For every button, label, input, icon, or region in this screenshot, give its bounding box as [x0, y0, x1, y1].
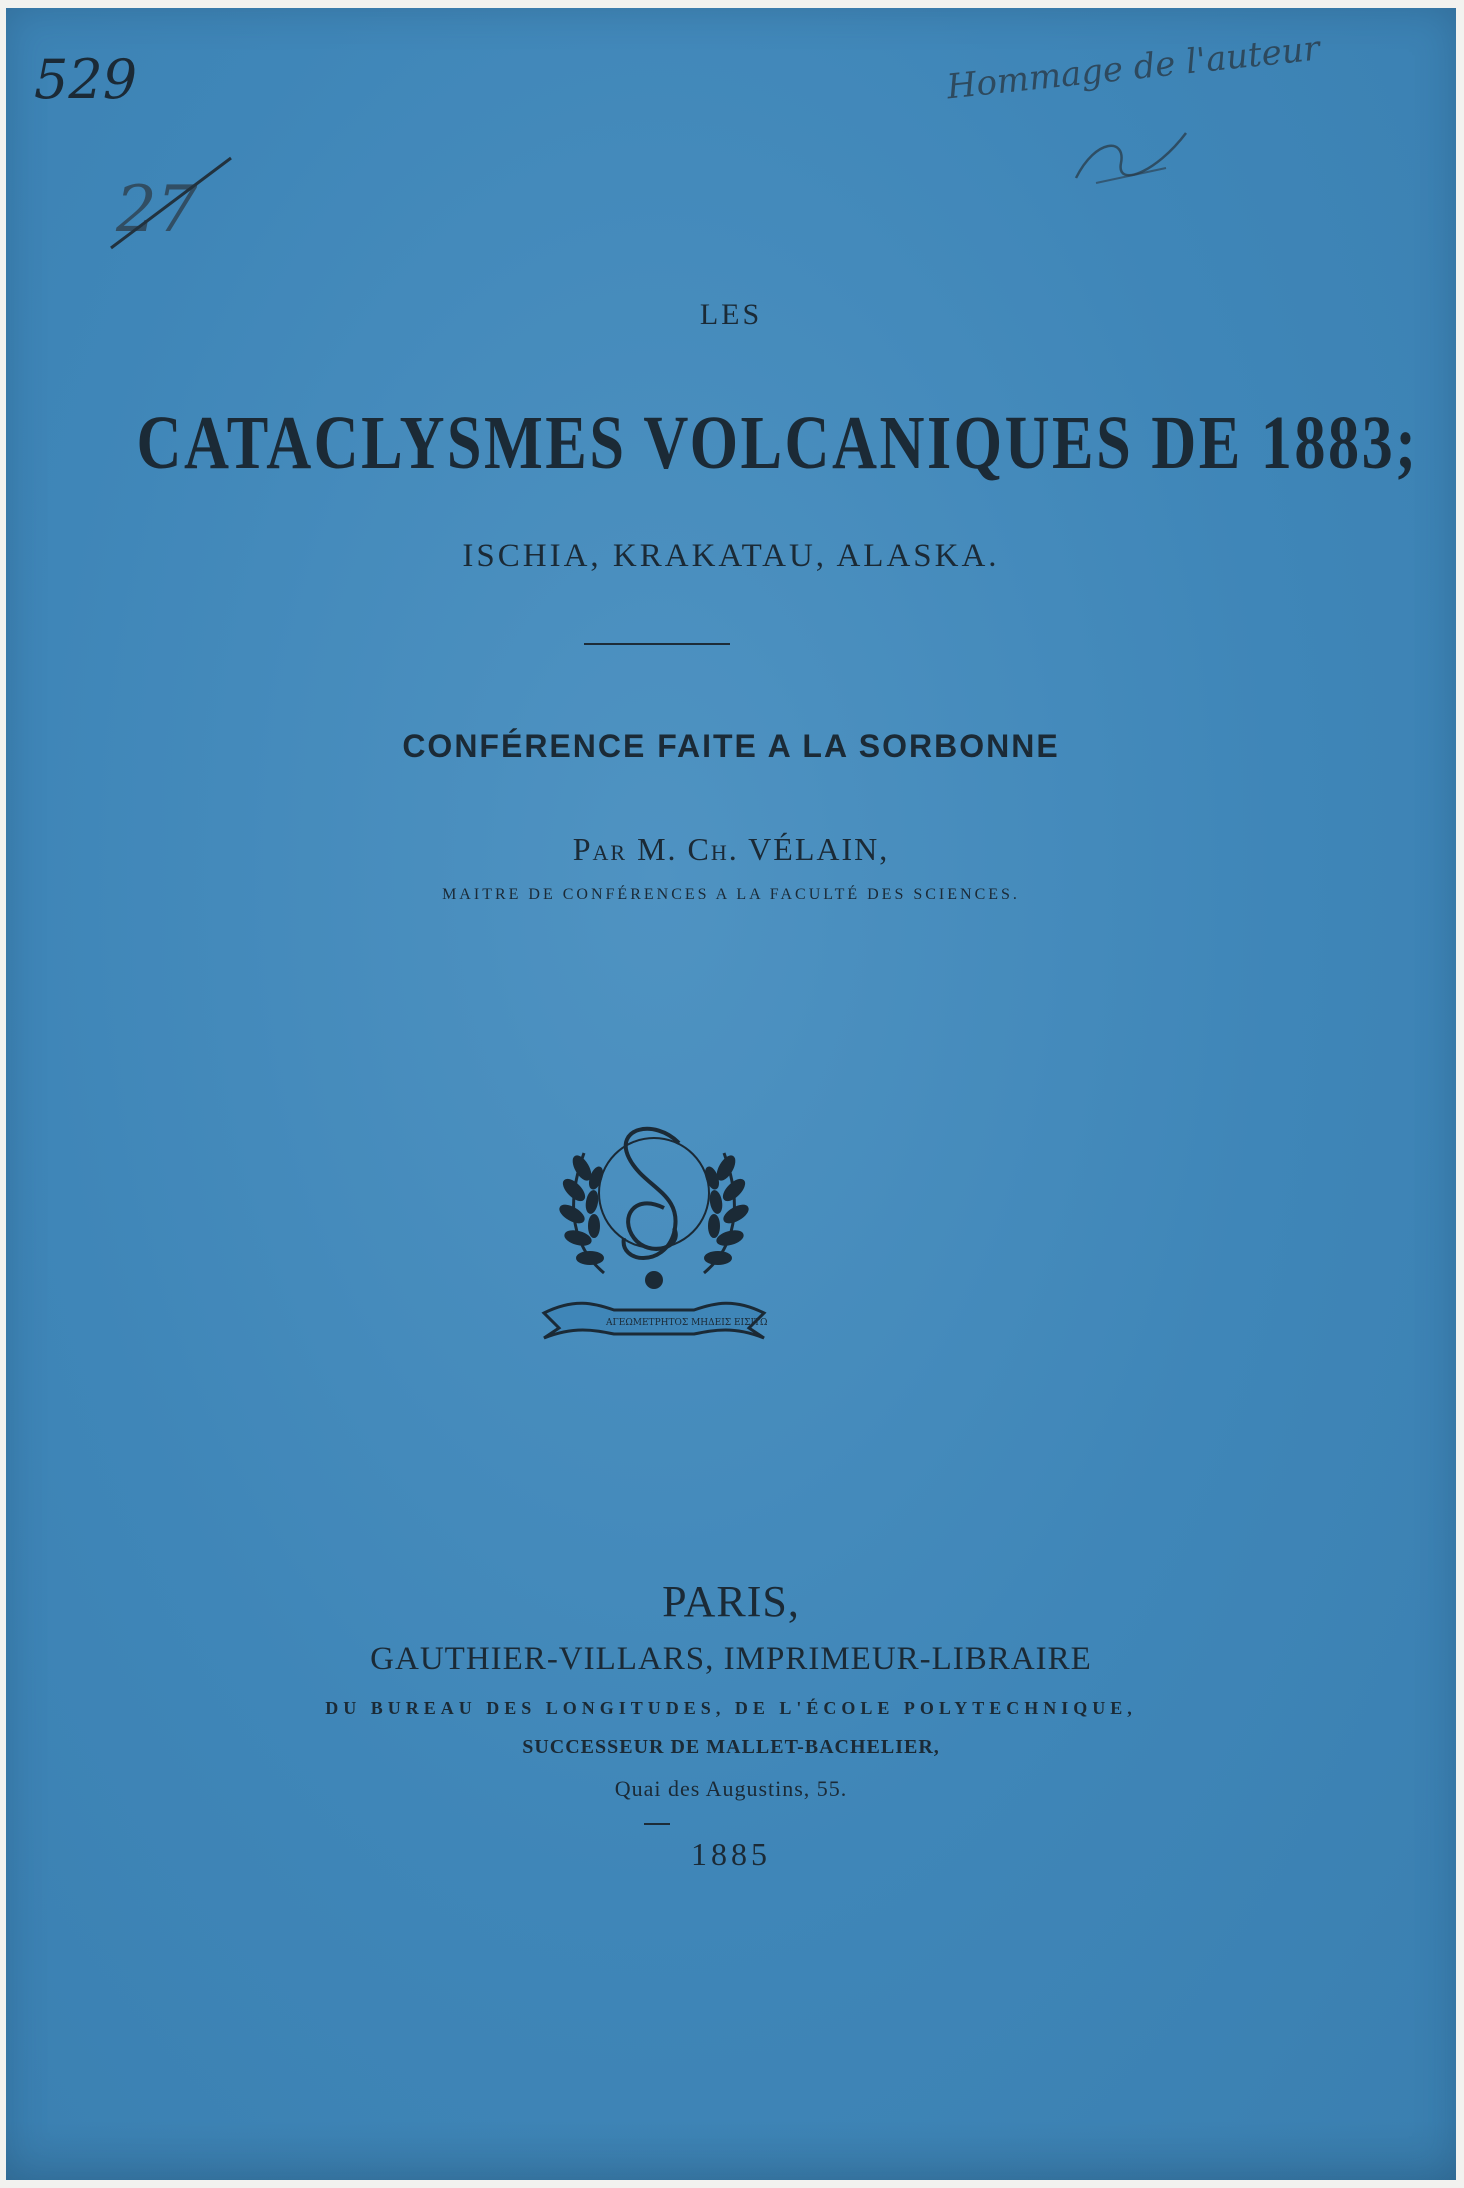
imprint-institutions: DU BUREAU DES LONGITUDES, DE L'ÉCOLE POLYTECHNIQUE, — [325, 1698, 1137, 1718]
dedication-inscription: Hommage de l'auteur — [944, 28, 1322, 108]
page-title: CATACLYSMES VOLCANIQUES DE 1883; — [136, 401, 1419, 485]
title-article: LES — [699, 298, 763, 331]
publisher-emblem — [534, 1098, 774, 1348]
library-number: 529 — [34, 48, 138, 111]
imprint-city: PARIS, — [662, 1577, 800, 1626]
conference-heading: CONFÉRENCE FAITE A LA SORBONNE — [402, 728, 1060, 764]
author-position: MAITRE DE CONFÉRENCES A LA FACULTÉ DES SCIENCES. — [442, 886, 1020, 903]
author-byline: Par M. Ch. VÉLAIN, — [572, 831, 890, 867]
imprint-year: 1885 — [691, 1836, 771, 1872]
book-cover — [6, 8, 1456, 2180]
year-divider — [644, 1823, 670, 1825]
signature-icon — [1066, 118, 1196, 198]
imprint-successor: SUCCESSEUR DE MALLET-BACHELIER, — [522, 1736, 940, 1758]
pencil-number: 27 — [116, 173, 198, 247]
imprint-publisher: GAUTHIER-VILLARS, IMPRIMEUR-LIBRAIRE — [370, 1641, 1092, 1677]
pencil-slash-icon — [101, 148, 241, 258]
imprint-address: Quai des Augustins, 55. — [614, 1776, 848, 1801]
title-divider — [584, 643, 730, 645]
emblem-motto: ΑΓΕΩΜΕΤΡΗΤΟΣ ΜΗΔΕΙΣ ΕΙΣΙΤΩ — [606, 1318, 768, 1328]
title-subtitle: ISCHIA, KRAKATAU, ALASKA. — [462, 538, 1000, 574]
